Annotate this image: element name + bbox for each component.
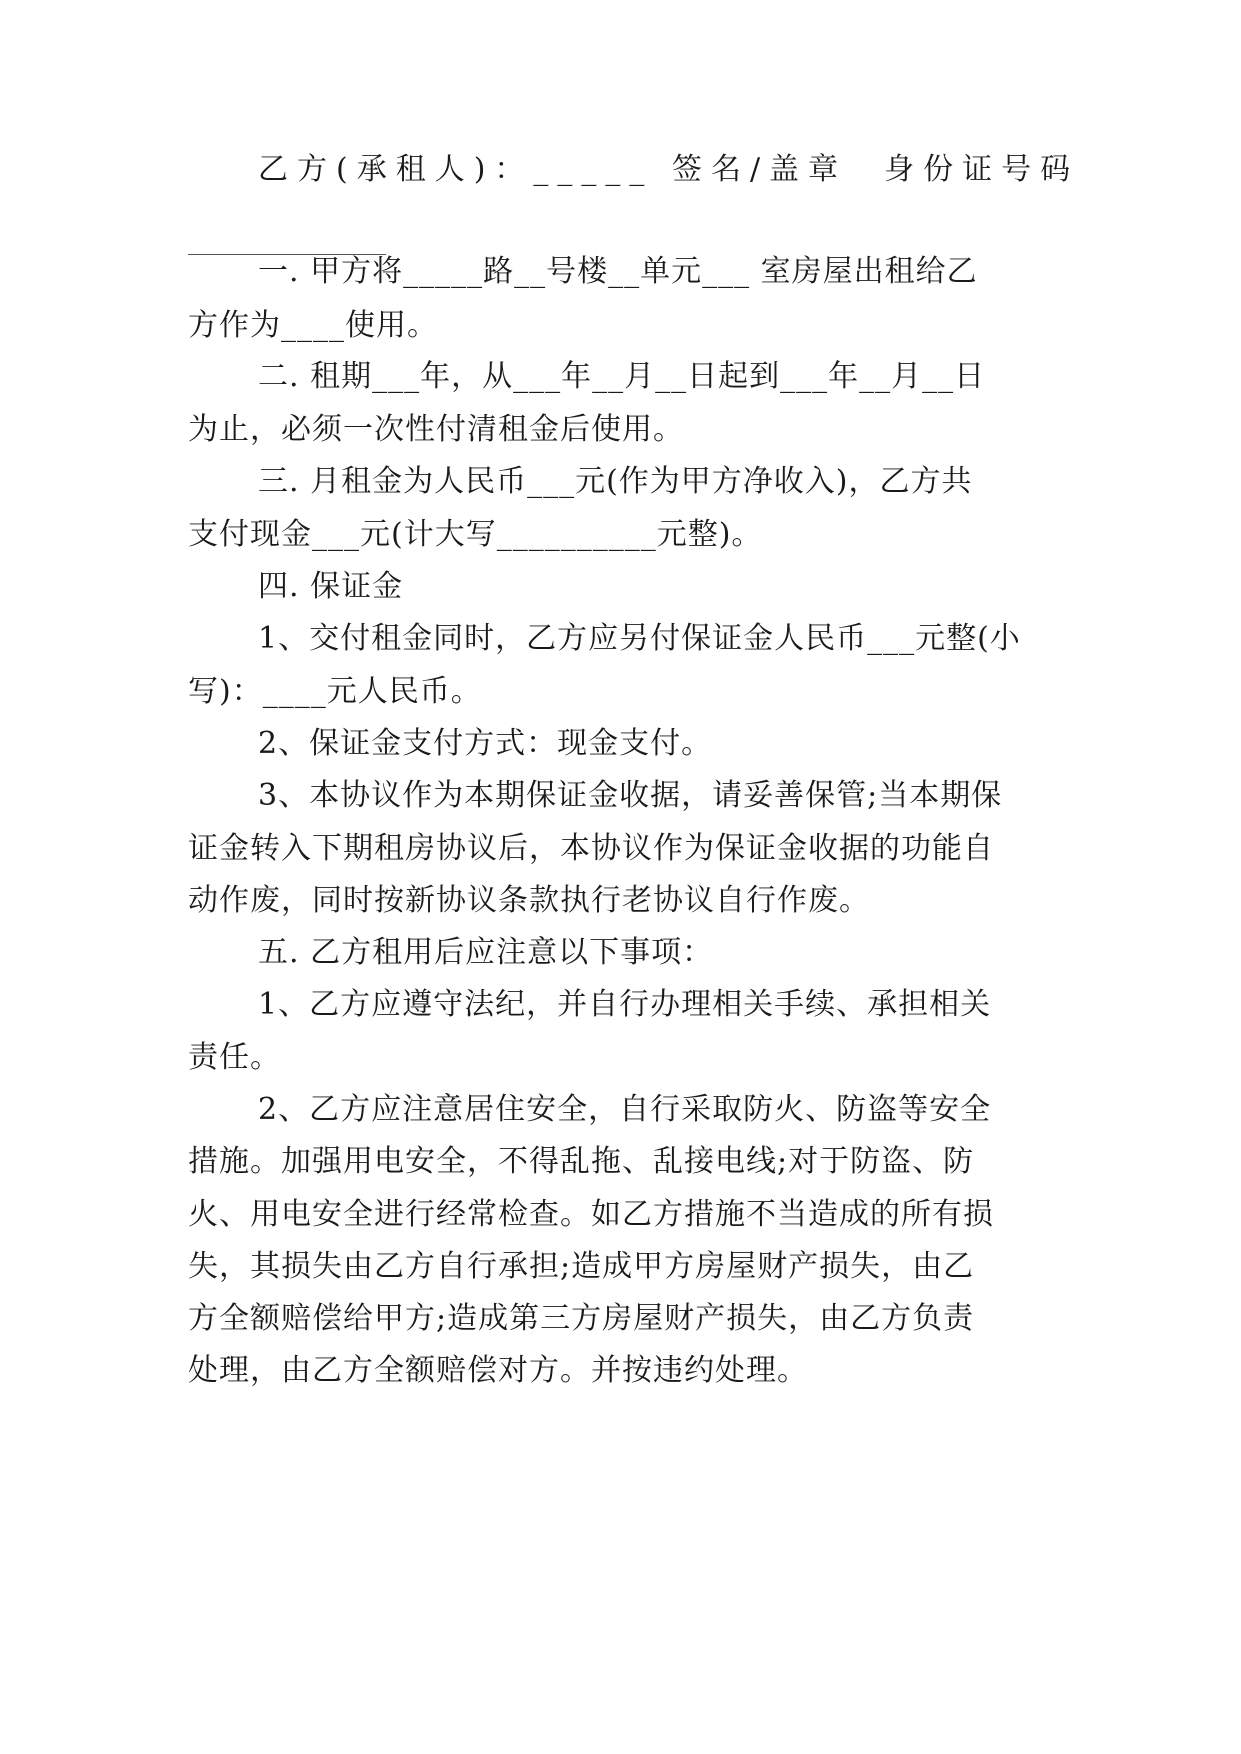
clause-1-line-2: 方作为____使用。 xyxy=(188,308,438,343)
clause-4-item-3-line-1: 3、本协议作为本期保证金收据，请妥善保管;当本期保 xyxy=(258,778,1003,813)
party-b-signature-line: 乙方(承租人)：_____ 签名/盖章 身份证号码 xyxy=(258,152,1080,187)
clause-5-item-1-line-1: 1、乙方应遵守法纪，并自行办理相关手续、承担相关 xyxy=(258,987,992,1022)
clause-5-item-1-line-2: 责任。 xyxy=(188,1040,281,1075)
clause-3-line-1: 三. 月租金为人民币___元(作为甲方净收入)，乙方共 xyxy=(258,464,973,499)
clause-4-item-1-line-2: 写)：____元人民币。 xyxy=(188,674,482,709)
clause-4-item-3-line-2: 证金转入下期租房协议后，本协议作为保证金收据的功能自 xyxy=(188,831,994,866)
clause-4-heading: 四. 保证金 xyxy=(258,569,404,604)
clause-2-line-1: 二. 租期___年，从___年__月__日起到___年__月__日 xyxy=(258,359,986,394)
clause-5-item-2-line-6: 处理，由乙方全额赔偿对方。并按违约处理。 xyxy=(188,1353,808,1388)
clause-5-item-2-line-1: 2、乙方应注意居住安全，自行采取防火、防盗等安全 xyxy=(258,1092,992,1127)
clause-5-item-2-line-5: 方全额赔偿给甲方;造成第三方房屋财产损失，由乙方负责 xyxy=(188,1301,975,1336)
clause-1-line-1: 一. 甲方将_____路__号楼__单元___ 室房屋出租给乙 xyxy=(258,254,978,289)
clause-5-item-2-line-2: 措施。加强用电安全，不得乱拖、乱接电线;对于防盗、防 xyxy=(188,1144,975,1179)
clause-2-line-2: 为止，必须一次性付清租金后使用。 xyxy=(188,412,684,447)
clause-4-item-2: 2、保证金支付方式：现金支付。 xyxy=(258,726,713,761)
clause-4-item-3-line-3: 动作废，同时按新协议条款执行老协议自行作废。 xyxy=(188,883,870,918)
clause-4-item-1-line-1: 1、交付租金同时，乙方应另付保证金人民币___元整(小 xyxy=(258,621,1021,656)
clause-5-heading: 五. 乙方租用后应注意以下事项： xyxy=(258,935,714,970)
clause-5-item-2-line-3: 火、用电安全进行经常检查。如乙方措施不当造成的所有损 xyxy=(188,1197,994,1232)
clause-5-item-2-line-4: 失，其损失由乙方自行承担;造成甲方房屋财产损失，由乙 xyxy=(188,1249,975,1284)
clause-3-line-2: 支付现金___元(计大写__________元整)。 xyxy=(188,517,763,552)
